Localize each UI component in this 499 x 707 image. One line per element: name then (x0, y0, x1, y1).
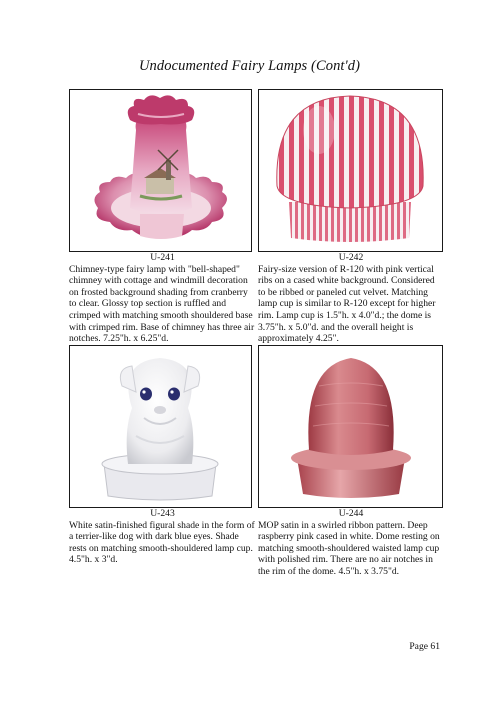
caption-u243 (69, 508, 256, 566)
page-title: Undocumented Fairy Lamps (Cont'd) (138, 58, 361, 74)
photo-u244 (258, 345, 443, 508)
item-code: U-244 (338, 508, 364, 519)
page-number: Page 61 (409, 641, 440, 652)
fairy-lamp-u244-image (259, 346, 442, 507)
fairy-lamp-u243-image (70, 346, 251, 507)
photo-u243 (69, 345, 252, 508)
photo-u242 (258, 89, 443, 252)
item-code: U-243 (150, 508, 175, 519)
item-description: MOP satin in a swirled ribbon pattern. Deep raspberry pink cased in white. Dome resting on matching smooth-shouldered waisted lamp cup with polished rim. There are no air notches in the rim of the dome. 4.5"h. x 3.75"d. (258, 519, 440, 577)
photo-u241 (69, 89, 252, 252)
caption-u244 (258, 508, 444, 578)
fairy-lamp-u241-image (70, 90, 251, 251)
item-code: U-242 (338, 252, 364, 263)
item-description: Fairy-size version of R-120 with pink vertical ribs on a cased white background. Considered to be ribbed or paneled cut velvet. Matching lamp cup is similar to R-120 except for higher rim. Lamp cup is 1.5"h. x 4.0"d.; the dome is 3.75"h. x 5.0"d. and the overall height is approximately 4.25". (258, 263, 436, 345)
item-description: Chimney-type fairy lamp with "bell-shaped" chimney with cottage and windmill decoration on frosted background shading from cranberry to clear. Glossy top section is ruffled and crimped with matching smooth shouldered base with crimped rim. Base of chimney has three air notches. 7.25"h. x 6.25"d. (69, 263, 255, 345)
item-description: White satin-finished figural shade in the form of a terrier-like dog with dark blue eyes. Shade rests on matching smooth-shouldered lamp cup. 4.5"h. x 3"d. (69, 519, 255, 566)
item-code: U-241 (150, 252, 175, 263)
fairy-lamp-u242-image (259, 90, 442, 251)
caption-u242 (258, 252, 444, 345)
caption-u241 (69, 252, 256, 345)
